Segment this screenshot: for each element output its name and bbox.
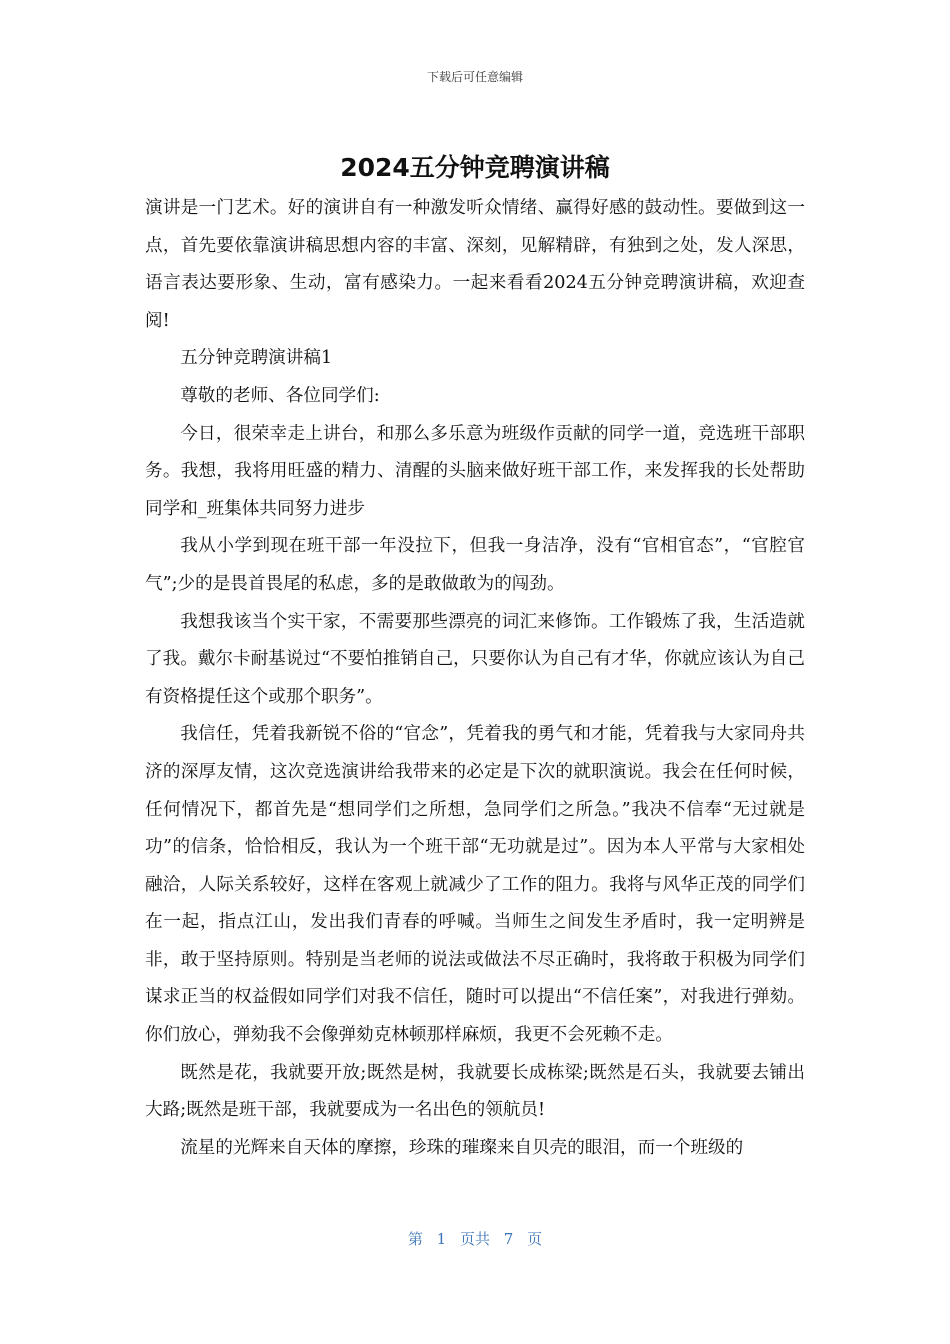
- body-paragraph: 今日，很荣幸走上讲台，和那么多乐意为班级作贡献的同学一道，竞选班干部职务。我想，我将用旺盛的精力、清醒的头脑来做好班干部工作，来发挥我的长处帮助同学和_班集体共同努力进步: [145, 423, 805, 519]
- body-paragraph: 既然是花，我就要开放;既然是树，我就要长成栋梁;既然是石头，我就要去铺出大路;既然是班干部，我就要成为一名出色的领航员!: [145, 1062, 805, 1121]
- page-number-footer: 第 1 页共 7 页: [407, 1230, 543, 1248]
- salutation: 尊敬的老师、各位同学们:: [180, 385, 380, 406]
- body-paragraph: 我信任，凭着我新锐不俗的“官念”，凭着我的勇气和才能，凭着我与大家同舟共济的深厚友情，这次竞选演讲给我带来的必定是下次的就职演说。我会在任何时候，任何情况下，都首先是“想同学们之所想，急同学们之所急。”我决不信奉“无过就是功”的信条，恰恰相反，我认为一个班干部“无功就是过”。因为本人平常与大家相处融洽，人际关系较好，这样在客观上就减少了工作的阻力。我将与风华正茂的同学们在一起，指点江山，发出我们青春的呼喊。当师生之间发生矛盾时，我一定明辨是非，敢于坚持原则。特别是当老师的说法或做法不尽正确时，我将敢于积极为同学们谋求正当的权益假如同学们对我不信任，随时可以提出“不信任案”，对我进行弹劾。你们放心，弹劾我不会像弹劾克林顿那样麻烦，我更不会死赖不走。: [145, 724, 805, 1046]
- document-body: [145, 190, 805, 1167]
- body-paragraph: 我想我该当个实干家，不需要那些漂亮的词汇来修饰。工作锻炼了我，生活造就了我。戴尔卡耐基说过“不要怕推销自己，只要你认为自己有才华，你就应该认为自己有资格提任这个或那个职务”。: [145, 611, 805, 707]
- body-paragraph: 我从小学到现在班干部一年没拉下，但我一身洁净，没有“官相官态”，“官腔官气”;少的是畏首畏尾的私虑，多的是敢做敢为的闯劲。: [145, 536, 805, 594]
- body-paragraph: 流星的光辉来自天体的摩擦，珍珠的璀璨来自贝壳的眼泪，而一个班级的: [180, 1137, 744, 1158]
- document-title: 2024五分钟竞聘演讲稿: [340, 153, 610, 182]
- section-heading: 五分钟竞聘演讲稿1: [180, 348, 333, 369]
- page-header-note: 下载后可任意编辑: [426, 70, 523, 84]
- intro-paragraph: 演讲是一门艺术。好的演讲自有一种激发听众情绪、赢得好感的鼓动性。要做到这一点，首先要依靠演讲稿思想内容的丰富、深刻，见解精辟，有独到之处，发人深思，语言表达要形象、生动，富有感染力。一起来看看2024五分钟竞聘演讲稿，欢迎查阅!: [145, 198, 805, 331]
